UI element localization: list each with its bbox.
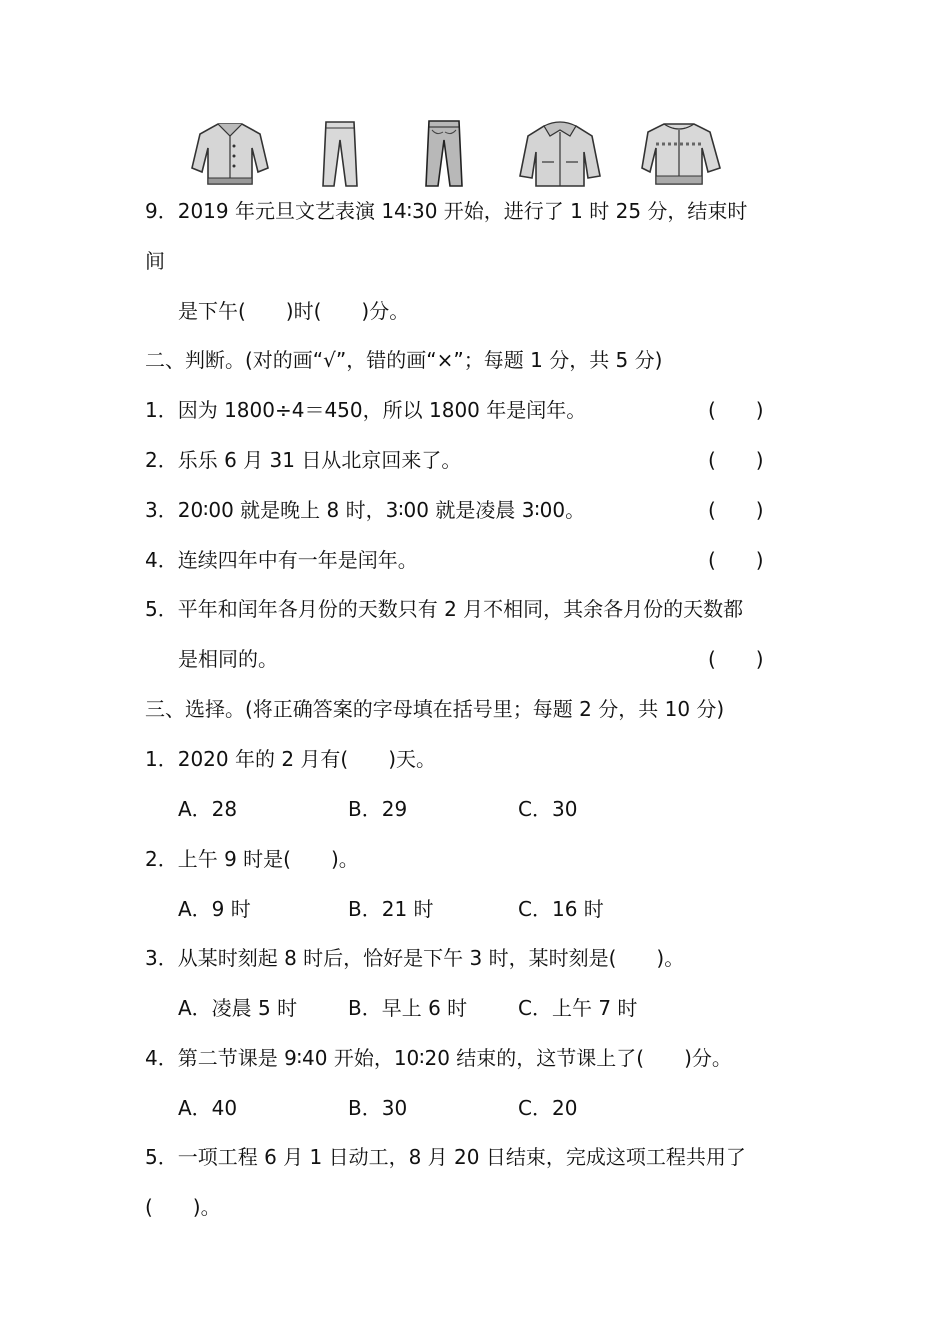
judge-item-5: 5．平年和闰年各月份的天数只有 2 月不相同，其余各月份的天数都 [145,597,744,621]
choice-2-option-b: B．21 时 [348,897,434,921]
judge-item-2: 2．乐乐 6 月 31 日从北京回来了。 [145,448,462,472]
judge-blank-2[interactable]: ( ) [708,448,764,472]
choice-2-option-a: A．9 时 [178,897,251,921]
jacket-icon [190,118,270,190]
section3-heading: 三、选择。(将正确答案的字母填在括号里；每题 2 分，共 10 分) [145,697,725,721]
choice-3-option-b: B．早上 6 时 [348,996,468,1020]
choice-3-option-c: C．上午 7 时 [518,996,638,1020]
choice-1-option-c: C．30 [518,797,578,821]
judge-item-5-cont: 是相同的。 [178,647,278,671]
jeans-icon [423,118,465,190]
choice-4-option-c: C．20 [518,1096,578,1120]
choice-item-3: 3．从某时刻起 8 时后，恰好是下午 3 时，某时刻是( )。 [145,946,685,970]
pants-icon [320,118,360,190]
choice-item-2: 2．上午 9 时是( )。 [145,847,359,871]
judge-item-3: 3．20∶00 就是晚上 8 时，3∶00 就是凌晨 3∶00。 [145,498,586,522]
q9-line2: 间 [145,249,165,273]
judge-item-1: 1．因为 1800÷4＝450，所以 1800 年是闰年。 [145,398,587,422]
choice-1-option-b: B．29 [348,797,408,821]
choice-3-option-a: A．凌晨 5 时 [178,996,298,1020]
choice-item-5-cont: ( )。 [145,1195,221,1219]
choice-item-4: 4．第二节课是 9∶40 开始，10∶20 结束的，这节课上了( )分。 [145,1046,732,1070]
coat-icon [518,118,602,190]
choice-item-1: 1．2020 年的 2 月有( )天。 [145,747,437,771]
choice-4-option-a: A．40 [178,1096,238,1120]
choice-2-option-c: C．16 时 [518,897,604,921]
judge-blank-3[interactable]: ( ) [708,498,764,522]
q9-line1: 9．2019 年元旦文艺表演 14∶30 开始，进行了 1 时 25 分，结束时 [145,199,748,223]
choice-1-option-a: A．28 [178,797,238,821]
choice-4-option-b: B．30 [348,1096,408,1120]
judge-item-4: 4．连续四年中有一年是闰年。 [145,548,418,572]
judge-blank-5[interactable]: ( ) [708,647,764,671]
q9-line3: 是下午( )时( )分。 [178,299,410,323]
judge-blank-1[interactable]: ( ) [708,398,764,422]
section2-heading: 二、判断。(对的画“√”，错的画“×”；每题 1 分，共 5 分) [145,348,663,372]
sweater-icon [640,118,722,190]
choice-item-5: 5．一项工程 6 月 1 日动工，8 月 20 日结束，完成这项工程共用了 [145,1145,746,1169]
judge-blank-4[interactable]: ( ) [708,548,764,572]
